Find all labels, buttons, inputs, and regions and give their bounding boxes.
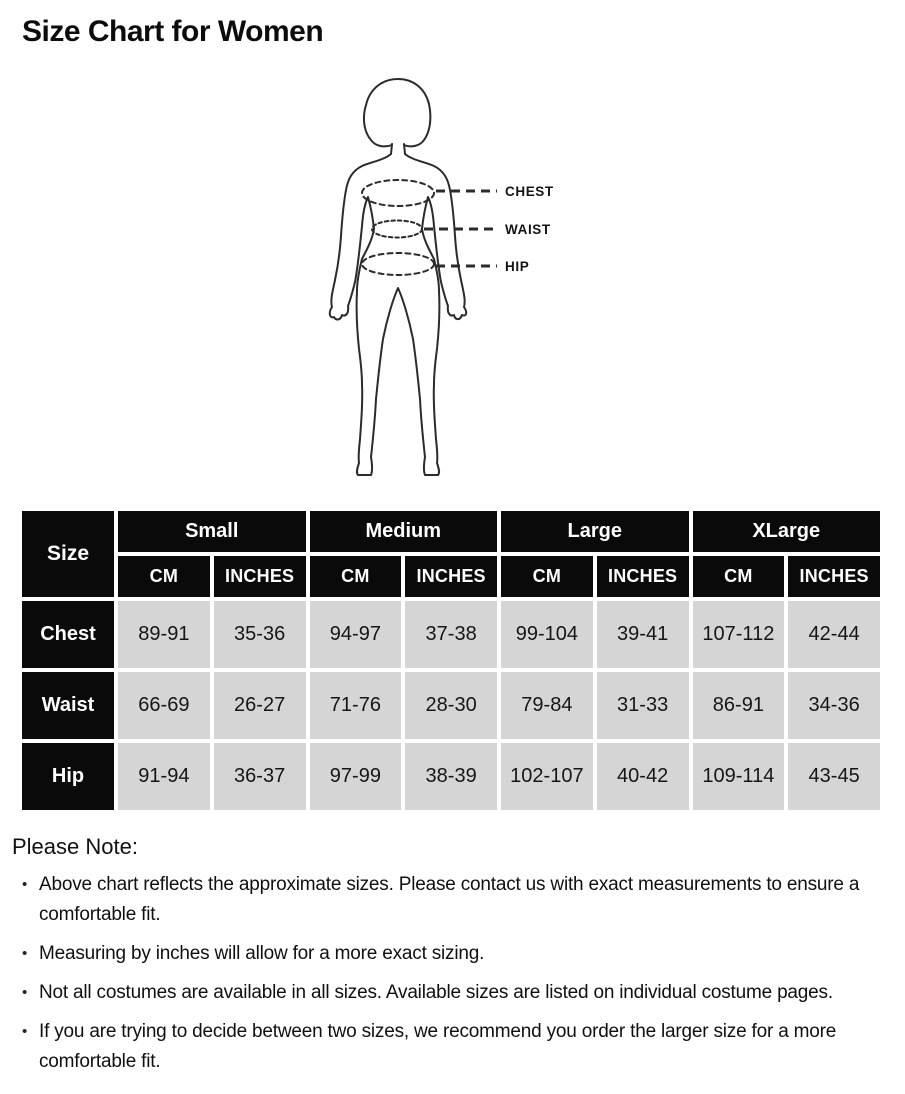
row-header-hip: Hip — [22, 743, 114, 810]
unit-header-row — [22, 556, 880, 597]
measurement-cell: 34-36 — [788, 672, 880, 739]
unit-header-inches-small: INCHES — [214, 556, 306, 597]
unit-header-inches-medium: INCHES — [405, 556, 497, 597]
measurement-cell: 31-33 — [597, 672, 689, 739]
size-group-header-xlarge: XLarge — [693, 511, 881, 552]
measurement-cell: 91-94 — [118, 743, 210, 810]
measurement-cell: 107-112 — [693, 601, 785, 668]
size-group-header-large: Large — [501, 511, 689, 552]
unit-header-cm-xlarge: CM — [693, 556, 785, 597]
unit-header-cm-small: CM — [118, 556, 210, 597]
measurement-cell: 37-38 — [405, 601, 497, 668]
measurement-cell: 89-91 — [118, 601, 210, 668]
note-text: Above chart reflects the approximate sizes. Please contact us with exact measurements to ensure a comfortable fit. — [39, 874, 860, 925]
unit-header-inches-large: INCHES — [597, 556, 689, 597]
measurement-cell: 42-44 — [788, 601, 880, 668]
note-text: Not all costumes are available in all sizes. Available sizes are listed on individual costume pages. — [39, 982, 833, 1003]
woman-head-outline — [364, 79, 430, 146]
note-text: Measuring by inches will allow for a more exact sizing. — [39, 943, 485, 964]
measurement-cell: 40-42 — [597, 743, 689, 810]
size-group-header-medium: Medium — [310, 511, 498, 552]
measurement-cell: 99-104 — [501, 601, 593, 668]
note-item — [12, 978, 886, 1008]
measurement-cell: 109-114 — [693, 743, 785, 810]
measurement-cell: 28-30 — [405, 672, 497, 739]
bullet-icon: • — [22, 945, 28, 962]
hip-label: HIP — [505, 259, 530, 274]
chest-ellipse — [362, 180, 434, 206]
measurement-cell: 38-39 — [405, 743, 497, 810]
table-row-waist — [22, 672, 880, 739]
unit-header-cm-medium: CM — [310, 556, 402, 597]
hip-ellipse — [362, 253, 434, 275]
body-measurement-diagram — [0, 60, 905, 495]
note-list — [12, 870, 886, 1077]
chest-label: CHEST — [505, 184, 554, 199]
page-title: Size Chart for Women — [22, 15, 324, 48]
unit-header-inches-xlarge: INCHES — [788, 556, 880, 597]
size-group-header-small: Small — [118, 511, 306, 552]
measurement-cell: 71-76 — [310, 672, 402, 739]
row-header-chest: Chest — [22, 601, 114, 668]
woman-body-outline — [330, 144, 466, 475]
size-group-header-row — [22, 511, 880, 552]
size-corner-header: Size — [22, 511, 114, 597]
measurement-cell: 102-107 — [501, 743, 593, 810]
unit-header-cm-large: CM — [501, 556, 593, 597]
notes-section — [12, 834, 886, 1077]
notes-heading: Please Note: — [12, 834, 138, 859]
measurement-cell: 43-45 — [788, 743, 880, 810]
measurement-cell: 26-27 — [214, 672, 306, 739]
bullet-icon: • — [22, 1023, 28, 1040]
note-item — [12, 1017, 886, 1077]
note-item — [12, 870, 886, 930]
measurement-cell: 97-99 — [310, 743, 402, 810]
size-chart-table — [18, 507, 884, 814]
size-chart-page — [0, 14, 905, 1094]
note-text: If you are trying to decide between two sizes, we recommend you order the larger size for a more comfortable fit. — [39, 1021, 837, 1072]
measurement-cell: 94-97 — [310, 601, 402, 668]
woman-figure-svg — [0, 60, 905, 495]
measurement-cell: 86-91 — [693, 672, 785, 739]
bullet-icon: • — [22, 876, 28, 893]
measurement-cell: 35-36 — [214, 601, 306, 668]
table-row-chest — [22, 601, 880, 668]
measurement-cell: 36-37 — [214, 743, 306, 810]
measurement-cell: 79-84 — [501, 672, 593, 739]
waist-label: WAIST — [505, 222, 551, 237]
measurement-cell: 66-69 — [118, 672, 210, 739]
note-item — [12, 939, 886, 969]
measurement-cell: 39-41 — [597, 601, 689, 668]
table-row-hip — [22, 743, 880, 810]
row-header-waist: Waist — [22, 672, 114, 739]
waist-ellipse — [372, 221, 422, 238]
bullet-icon: • — [22, 984, 28, 1001]
